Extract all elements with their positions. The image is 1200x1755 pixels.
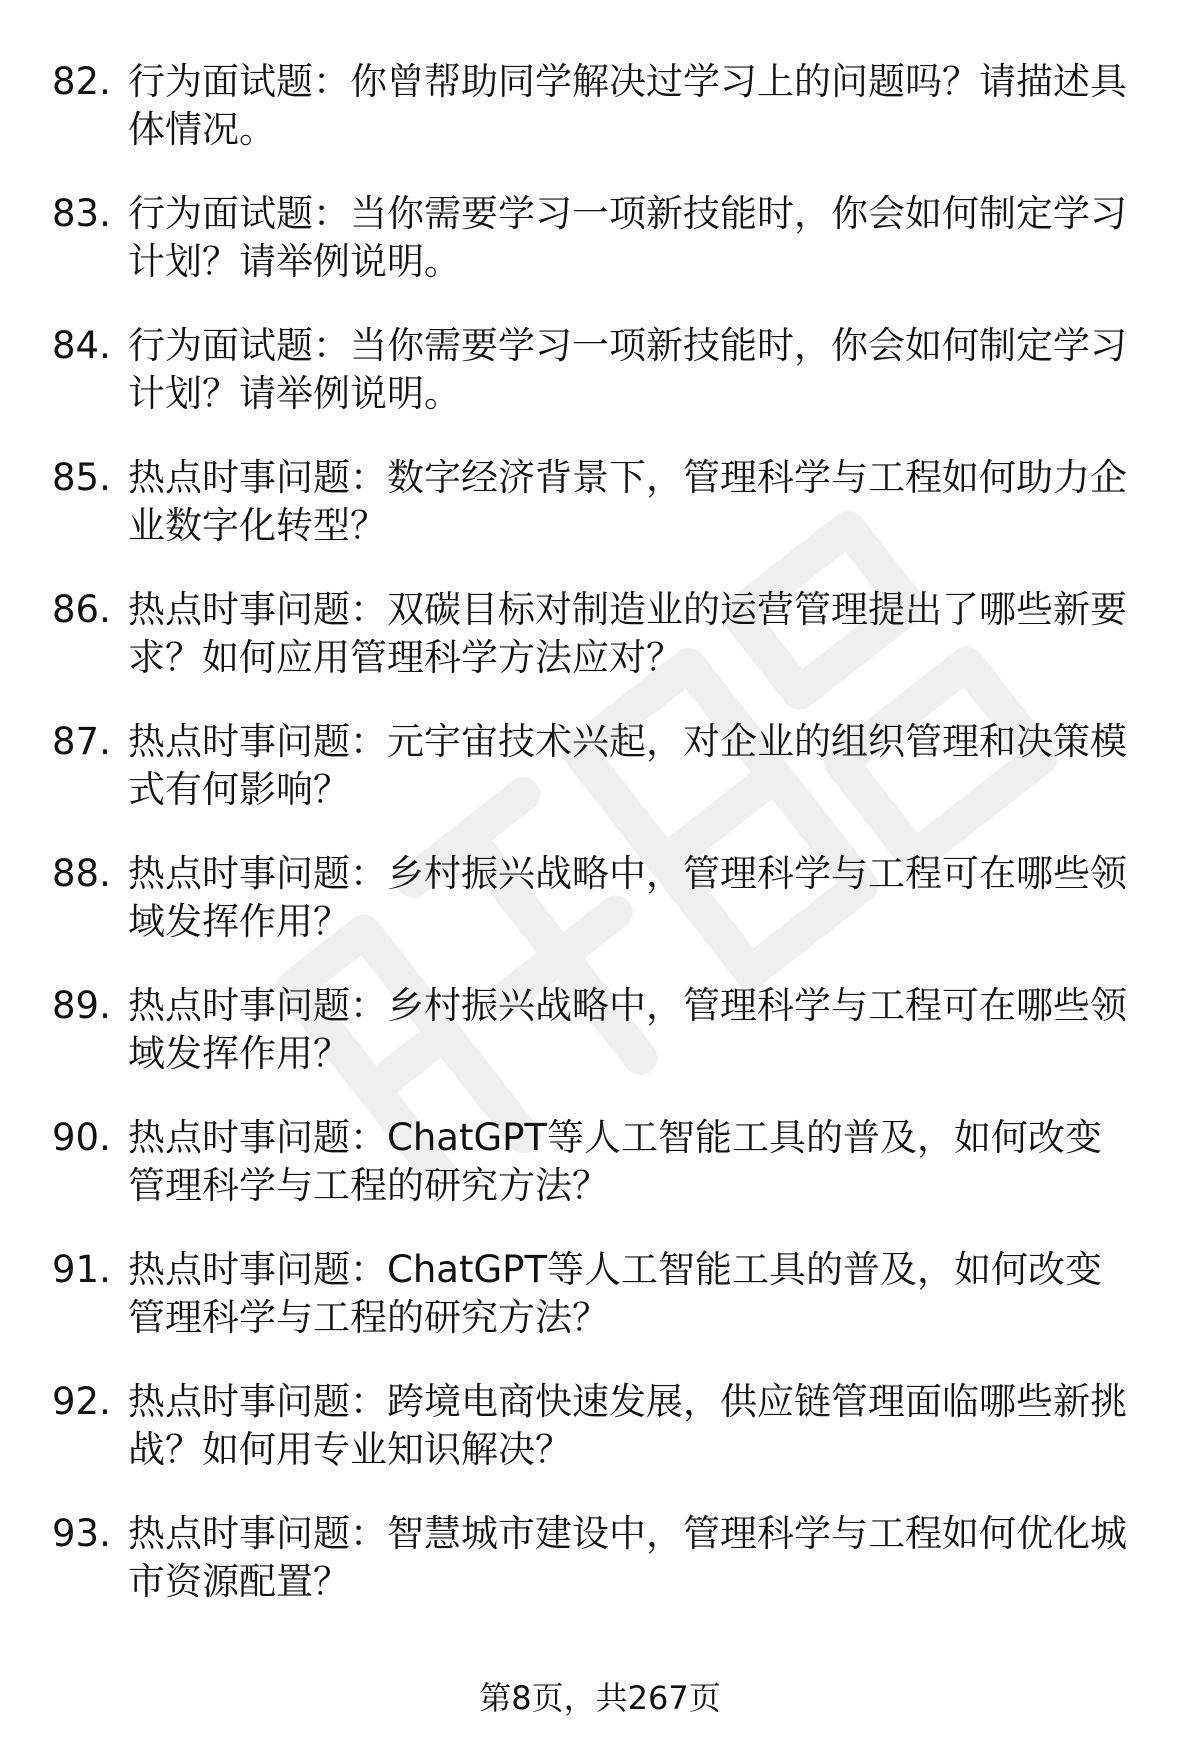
question-list: [52, 58, 1152, 1642]
question-item-89: [52, 982, 1152, 1078]
question-number: 90.: [52, 1116, 111, 1159]
question-text: 热点时事问题：元宇宙技术兴起，对企业的组织管理和决策模式有何影响？: [128, 720, 1127, 811]
question-number: 85.: [52, 456, 111, 499]
question-number: 84.: [52, 324, 111, 367]
question-text: 行为面试题：你曾帮助同学解决过学习上的问题吗？请描述具体情况。: [128, 60, 1127, 151]
question-item-84: [52, 322, 1152, 418]
question-item-82: [52, 58, 1152, 154]
question-item-88: [52, 850, 1152, 946]
question-number: 83.: [52, 192, 111, 235]
question-text: 行为面试题：当你需要学习一项新技能时，你会如何制定学习计划？请举例说明。: [128, 324, 1127, 415]
question-text: 热点时事问题：跨境电商快速发展，供应链管理面临哪些新挑战？如何用专业知识解决？: [128, 1380, 1127, 1471]
question-number: 88.: [52, 852, 111, 895]
question-number: 91.: [52, 1248, 111, 1291]
page-number-label: 第8页，共267页: [479, 1679, 721, 1717]
question-text: 热点时事问题：双碳目标对制造业的运营管理提出了哪些新要求？如何应用管理科学方法应对？: [128, 588, 1127, 679]
question-number: 89.: [52, 984, 111, 1027]
question-item-87: [52, 718, 1152, 814]
question-number: 87.: [52, 720, 111, 763]
question-text: 热点时事问题：乡村振兴战略中，管理科学与工程可在哪些领域发挥作用？: [128, 852, 1127, 943]
question-number: 82.: [52, 60, 111, 103]
question-item-90: [52, 1114, 1152, 1210]
question-text: 热点时事问题：乡村振兴战略中，管理科学与工程可在哪些领域发挥作用？: [128, 984, 1127, 1075]
question-number: 92.: [52, 1380, 111, 1423]
question-item-93: [52, 1510, 1152, 1606]
page-footer: [0, 1678, 1200, 1718]
question-item-86: [52, 586, 1152, 682]
question-text: 热点时事问题：数字经济背景下，管理科学与工程如何助力企业数字化转型？: [128, 456, 1127, 547]
question-text: 热点时事问题：ChatGPT等人工智能工具的普及，如何改变管理科学与工程的研究方法？: [128, 1248, 1103, 1339]
question-item-91: [52, 1246, 1152, 1342]
question-number: 93.: [52, 1512, 111, 1555]
question-number: 86.: [52, 588, 111, 631]
question-item-85: [52, 454, 1152, 550]
question-item-83: [52, 190, 1152, 286]
question-text: 热点时事问题：智慧城市建设中，管理科学与工程如何优化城市资源配置？: [128, 1512, 1127, 1603]
question-text: 行为面试题：当你需要学习一项新技能时，你会如何制定学习计划？请举例说明。: [128, 192, 1127, 283]
question-item-92: [52, 1378, 1152, 1474]
question-text: 热点时事问题：ChatGPT等人工智能工具的普及，如何改变管理科学与工程的研究方法？: [128, 1116, 1103, 1207]
